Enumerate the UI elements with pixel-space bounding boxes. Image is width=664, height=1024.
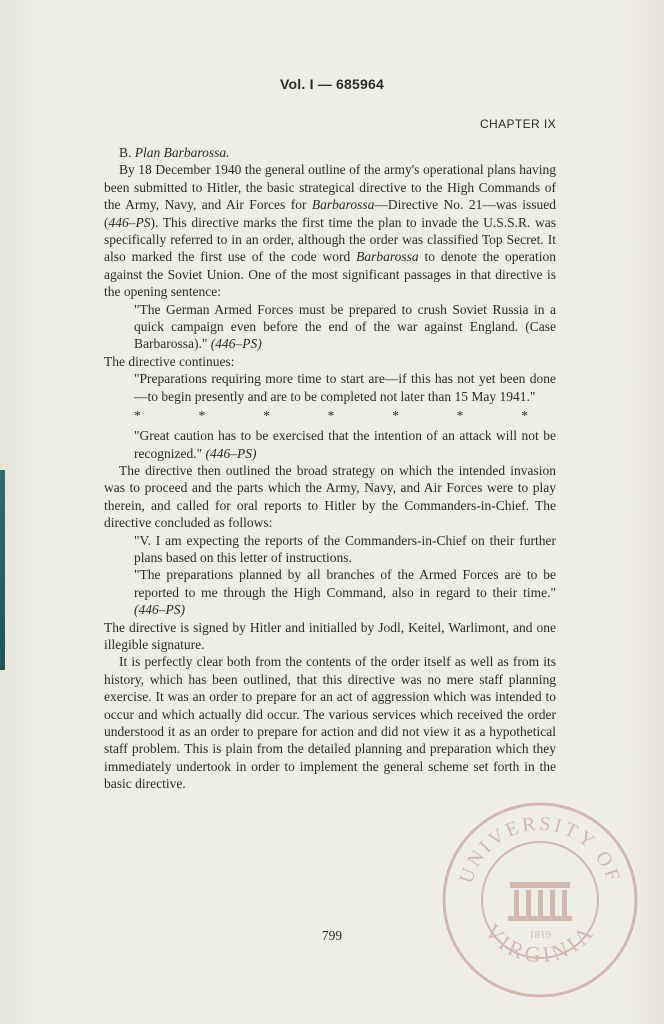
asterisk: * <box>456 408 464 424</box>
quote-2: "Preparations requiring more time to start are—if this has not yet been done—to begin presently and are to be completed not later than 15 May 1941." <box>134 371 556 404</box>
para1-text: —Directive No. 21—was issued ( <box>104 197 556 230</box>
section-title: Plan Barbarossa. <box>134 145 230 160</box>
seal-bottom-text: VIRGINIA <box>480 918 600 968</box>
university-seal-watermark <box>440 800 640 1000</box>
para1-text: ). This directive marks the first time the plan to invade the U.S.S.R. was specifically referred to in an order, although the order was classified Top Secret. It also marked the first use of the code word <box>104 214 556 265</box>
chapter-label: CHAPTER IX <box>479 117 556 131</box>
asterisk: * <box>134 408 141 424</box>
quote-text: "Great caution has to be exercised that the intention of an attack will not be recognized." <box>134 428 556 461</box>
asterisk: * <box>263 408 270 424</box>
quote-1 <box>104 301 556 353</box>
quote-3 <box>104 427 556 462</box>
ellipsis-asterisks <box>104 405 556 427</box>
rotunda-icon <box>508 882 572 921</box>
asterisk: * <box>521 408 528 424</box>
para1-codeword: Barbarossa <box>311 197 375 213</box>
volume-header: Vol. I — 685964 <box>280 76 384 92</box>
paragraph-1 <box>104 161 556 300</box>
continues-line: The directive continues: <box>104 353 235 369</box>
quote-reference: (446–PS) <box>205 445 257 461</box>
binding-edge <box>0 470 5 670</box>
page-number: 799 <box>321 928 343 943</box>
para1-codeword: Barbarossa <box>356 249 419 265</box>
seal-year: 1819 <box>529 929 551 941</box>
seal-top-text: UNIVERSITY OF <box>455 812 625 887</box>
asterisk: * <box>198 408 206 424</box>
asterisk: * <box>392 408 399 424</box>
quote-5 <box>104 566 556 618</box>
quote-text: "The German Armed Forces must be prepared to crush Soviet Russia in a quick campaign even before the end of the war against England. (Case Barbarossa)." <box>134 301 556 352</box>
para1-reference: 446–PS <box>108 214 151 230</box>
quote-reference: (446–PS) <box>134 602 185 618</box>
section-heading <box>104 144 556 161</box>
paragraph-2: The directive then outlined the broad strategy on which the intended invasion was to proceed and the parts which the Army, Navy, and Air Forces were to play therein, and called for oral reports to Hitler by the Commanders-in-Chief. The directive concluded as follows: <box>104 462 556 531</box>
para1-text: to denote the operation against the Soviet Union. One of the most significant passages in that directive is the opening sentence: <box>104 249 556 300</box>
quote-text: "The preparations planned by all branches of the Armed Forces are to be reported to me through the High Command, also in regard to their time." <box>134 567 556 600</box>
section-label: B. <box>119 145 132 160</box>
paragraph-3: The directive is signed by Hitler and initialled by Jodl, Keitel, Warlimont, and one illegible signature. <box>104 619 556 652</box>
para1-text: By 18 December 1940 the general outline of the army's operational plans having been submitted to Hitler, the basic strategical directive to the High Commands of the Army, Navy, and Air Forces for <box>104 162 556 213</box>
paragraph-4: It is perfectly clear both from the contents of the order itself as well as from its history, which has been outlined, that this directive was no mere staff planning exercise. It was an order to prepare for an act of aggression which was intended to occur and which actually did occur. The various services which received the order understood it as an order to prepare for action and did not view it as a hypothetical staff problem. This is plain from the detailed planning and preparation which they immediately undertook in order to implement the general scheme set forth in the basic directive. <box>104 654 556 792</box>
body-text <box>104 144 556 793</box>
asterisk: * <box>327 408 335 424</box>
quote-4: "V. I am expecting the reports of the Commanders-in-Chief on their further plans based on this letter of instructions. <box>134 532 556 565</box>
quote-reference: (446–PS) <box>210 336 262 352</box>
